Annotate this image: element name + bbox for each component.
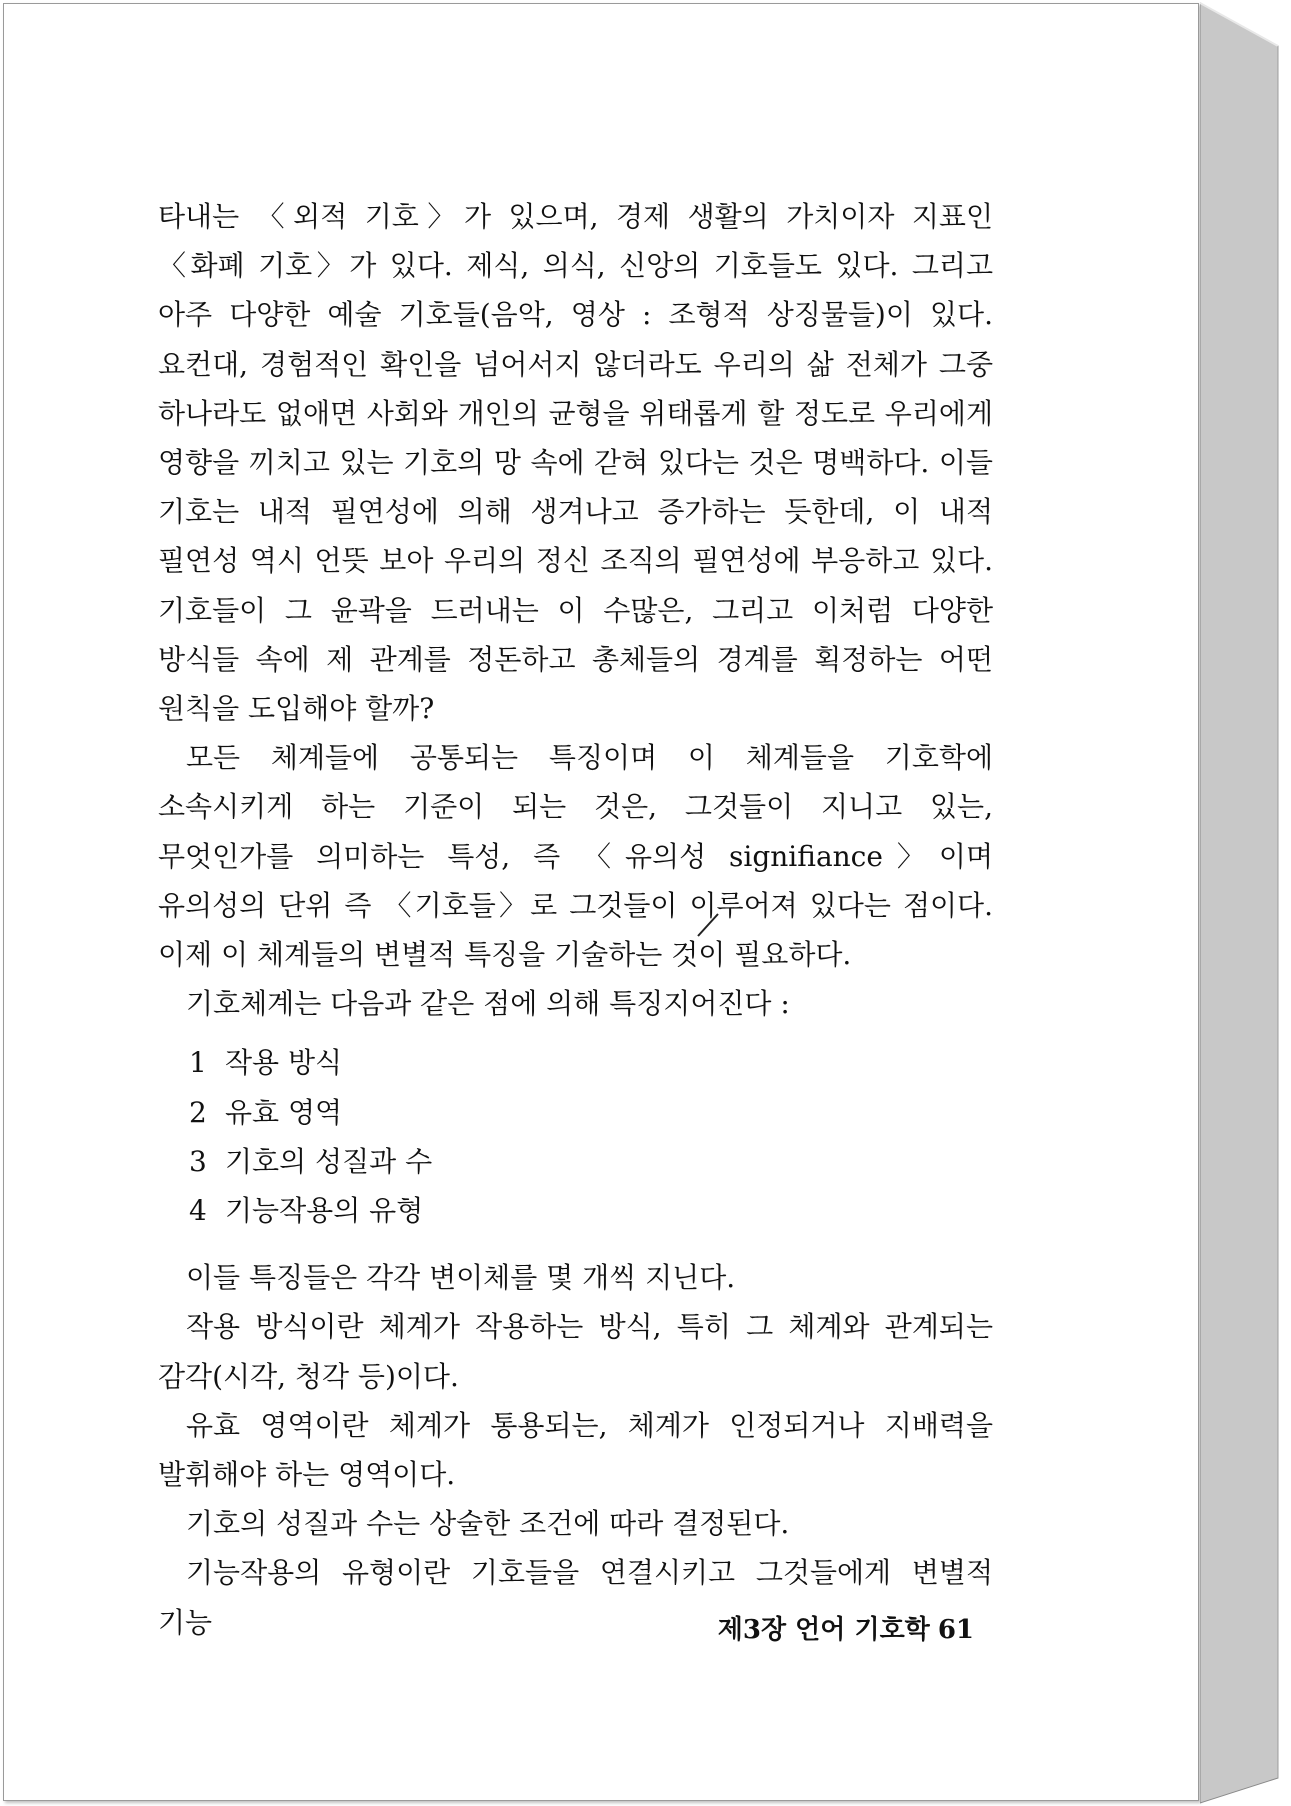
paragraph-1: 타내는 〈외적 기호〉가 있으며, 경제 생활의 가치이자 지표인 〈화폐 기호〉가 있다. 제식, 의식, 신앙의 기호들도 있다. 그리고 아주 다양한 예술 기호들(음악, 영상 : 조형적 상징물들)이 있다. 요컨대, 경험적인 확인을 넘어서지 않더라도 우리의 삶 전체가 그중 하나라도 없애면 사회와 개인의 균형을 위태롭게 할 정도로 우리에게 영향을 끼치고 있는 기호의 망 속에 갇혀 있다는 것은 명백하다. 이들 기호는 내적 필연성에 의해 생겨나고 증가하는 듯한데, 이 내적 필연성 역시 언뜻 보아 우리의 정신 조직의 필연성에 부응하고 있다. 기호들이 그 윤곽을 드러내는 이 수많은, 그리고 이처럼 다양한 방식들 속에 제 관계를 정돈하고 총체들의 경계를 획정하는 어떤 원칙을 도입해야 할까?: [158, 200, 993, 726]
pen-mark-icon: [694, 910, 724, 940]
list-text: 작용 방식: [225, 1046, 343, 1080]
list-item: [189, 1137, 993, 1186]
paragraph-3: 기호체계는 다음과 같은 점에 의해 특징지어진다 :: [186, 987, 790, 1021]
list-text: 유효 영역: [225, 1095, 343, 1129]
paragraph-4: 이들 특징들은 각각 변이체를 몇 개씩 지닌다.: [186, 1261, 736, 1295]
page-number: 61: [937, 1615, 974, 1645]
chapter-title: 제3장 언어 기호학: [717, 1615, 930, 1645]
paragraph-7: 기호의 성질과 수는 상술한 조건에 따라 결정된다.: [186, 1507, 790, 1541]
list-item: [189, 1038, 993, 1087]
paragraph-6: 유효 영역이란 체계가 통용되는, 체계가 인정되거나 지배력을 발휘해야 하는 영역이다.: [158, 1408, 993, 1492]
paragraph-8: 기능작용의 유형이란 기호들을 연결시키고 그것들에게 변별적 기능: [158, 1556, 993, 1639]
book-edge-shape: [1200, 0, 1291, 1806]
page-body: [158, 192, 993, 1647]
list-text: 기호의 성질과 수: [225, 1144, 433, 1178]
list-number: 4: [189, 1194, 207, 1228]
list-number: 1: [189, 1046, 207, 1080]
list-number: 2: [189, 1095, 207, 1129]
page-footer: [704, 1609, 974, 1646]
list-number: 3: [189, 1144, 207, 1178]
list-item: [189, 1088, 993, 1137]
list-item: [189, 1186, 993, 1235]
paragraph-2: 모든 체계들에 공통되는 특징이며 이 체계들을 기호학에 소속시키게 하는 기준이 되는 것은, 그것들이 지니고 있는, 무엇인가를 의미하는 특성, 즉 〈유의성 signifiance〉이며 유의성의 단위 즉 〈기호들〉로 그것들이 이루어져 있다는 점이다. 이제 이 체계들의 변별적 특징을 기술하는 것이 필요하다.: [158, 741, 993, 972]
list-text: 기능작용의 유형: [225, 1194, 424, 1228]
feature-list: [158, 1038, 993, 1235]
paragraph-5: 작용 방식이란 체계가 작용하는 방식, 특히 그 체계와 관계되는 감각(시각, 청각 등)이다.: [158, 1310, 993, 1393]
book-page: [3, 3, 1199, 1801]
